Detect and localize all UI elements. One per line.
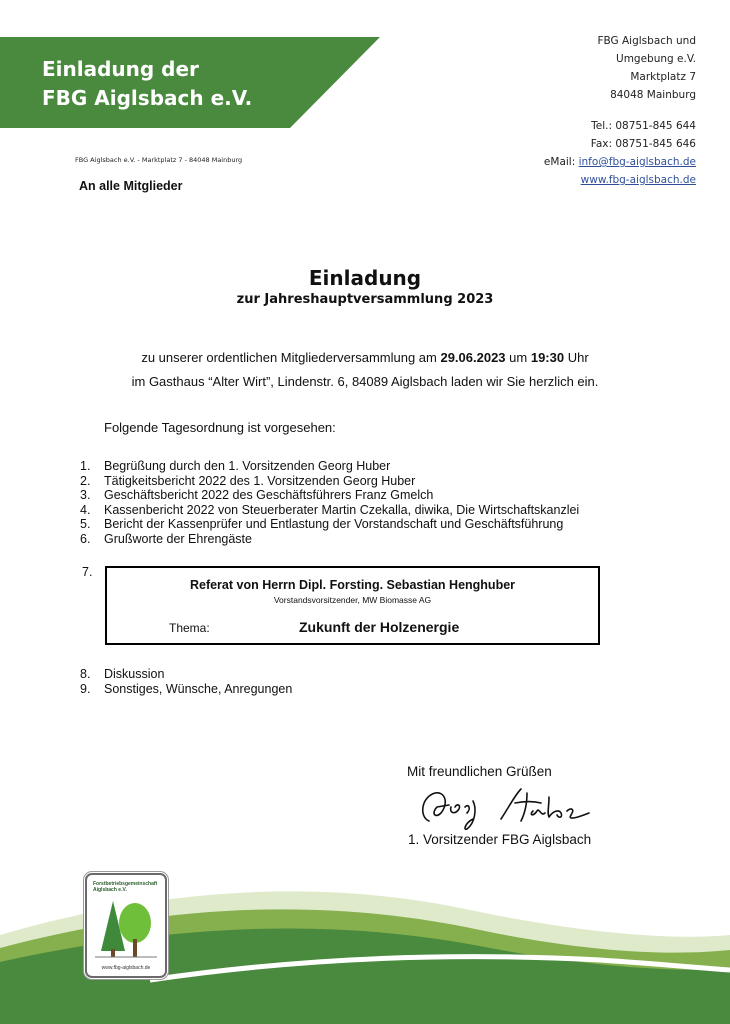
sender-street: Marktplatz 7 (630, 71, 696, 83)
signature-image (415, 783, 605, 838)
tree-icon (95, 893, 157, 959)
document-title: Einladung (308, 266, 422, 290)
agenda-number: 9. (80, 681, 91, 696)
sender-email-row (544, 153, 696, 171)
document-subtitle: zur Jahreshauptversammlung 2023 (236, 292, 494, 307)
intro-line1: zu unserer ordentlichen Mitgliederversammlung am 29.06.2023 um 19:30 Uhr (141, 350, 589, 365)
email-link[interactable]: info@fbg-aiglsbach.de (578, 156, 696, 168)
intro-line2: im Gasthaus “Alter Wirt”, Lindenstr. 6, 84089 Aiglsbach laden wir Sie herzlich ein. (131, 374, 599, 389)
agenda-item (80, 474, 579, 489)
return-address: FBG Aiglsbach e.V. - Marktplatz 7 - 84048 Mainburg (75, 156, 243, 164)
lecture-box (105, 566, 600, 645)
agenda-text: Bericht der Kassenprüfer und Entlastung der Vorstandschaft und Geschäftsführung (104, 517, 564, 531)
agenda-item (80, 682, 292, 697)
header-title-line1: Einladung der (42, 57, 199, 81)
email-label: eMail: (543, 156, 576, 168)
agenda-text: Diskussion (104, 667, 165, 681)
agenda-text: Begrüßung durch den 1. Vorsitzenden Georg Huber (104, 459, 391, 473)
logo-text: Forstbetriebsgemeinschaft Aiglsbach e.V. (93, 881, 158, 893)
agenda-item (80, 503, 579, 518)
agenda-text: Sonstiges, Wünsche, Anregungen (104, 681, 293, 696)
agenda-number: 3. (80, 488, 91, 502)
agenda-item (80, 459, 579, 474)
meeting-date: 29.06.2023 (440, 350, 506, 365)
header-title-line2: FBG Aiglsbach e.V. (42, 86, 253, 110)
sender-block (544, 32, 696, 189)
website-link[interactable]: www.fbg-aiglsbach.de (580, 174, 696, 186)
closing-greeting: Mit freundlichen Grüßen (407, 764, 552, 779)
agenda-text: Kassenbericht 2022 von Steuerberater Martin Czekalla, diwika, Die Wirtschaftskanzlei (104, 502, 580, 517)
agenda-text: Grußworte der Ehrengäste (104, 531, 252, 546)
agenda-number: 8. (80, 667, 91, 681)
sender-city: 84048 Mainburg (610, 89, 696, 101)
agenda-list-continued (80, 667, 292, 696)
topic-label: Thema: (169, 621, 210, 635)
sender-org-line1: FBG Aiglsbach und (597, 35, 696, 47)
agenda-number: 6. (80, 531, 91, 546)
agenda-intro: Folgende Tagesordnung ist vorgesehen: (104, 420, 336, 435)
logo-url: www.fbg-aiglsbach.de (101, 965, 151, 971)
lecture-speaker-role: Vorstandsvorsitzender, MW Biomasse AG (273, 595, 432, 605)
sender-fax: Fax: 08751-845 646 (590, 138, 696, 150)
recipient: An alle Mitglieder (79, 179, 183, 193)
signer-title: 1. Vorsitzender FBG Aiglsbach (408, 832, 592, 847)
agenda-list (80, 459, 579, 546)
sender-org-line2: Umgebung e.V. (616, 53, 696, 65)
agenda-text: Tätigkeitsbericht 2022 des 1. Vorsitzenden Georg Huber (104, 473, 416, 488)
agenda-number: 1. (80, 459, 91, 473)
agenda-item (80, 532, 579, 547)
fbg-logo (85, 873, 167, 978)
agenda-item (80, 667, 292, 682)
agenda-item (80, 517, 579, 532)
agenda-number: 4. (80, 502, 91, 517)
agenda-number: 5. (80, 517, 91, 531)
agenda-number: 2. (80, 473, 91, 488)
sender-tel: Tel.: 08751-845 644 (591, 120, 696, 132)
lecture-title: Referat von Herrn Dipl. Forsting. Sebastian Henghuber (189, 578, 516, 592)
header-title (42, 55, 252, 113)
agenda-item (80, 488, 579, 503)
agenda-text: Geschäftsbericht 2022 des Geschäftsführers Franz Gmelch (104, 488, 434, 502)
lecture-topic: Zukunft der Holzenergie (299, 619, 460, 635)
agenda-number: 7. (82, 565, 93, 579)
meeting-time: 19:30 (530, 350, 565, 365)
